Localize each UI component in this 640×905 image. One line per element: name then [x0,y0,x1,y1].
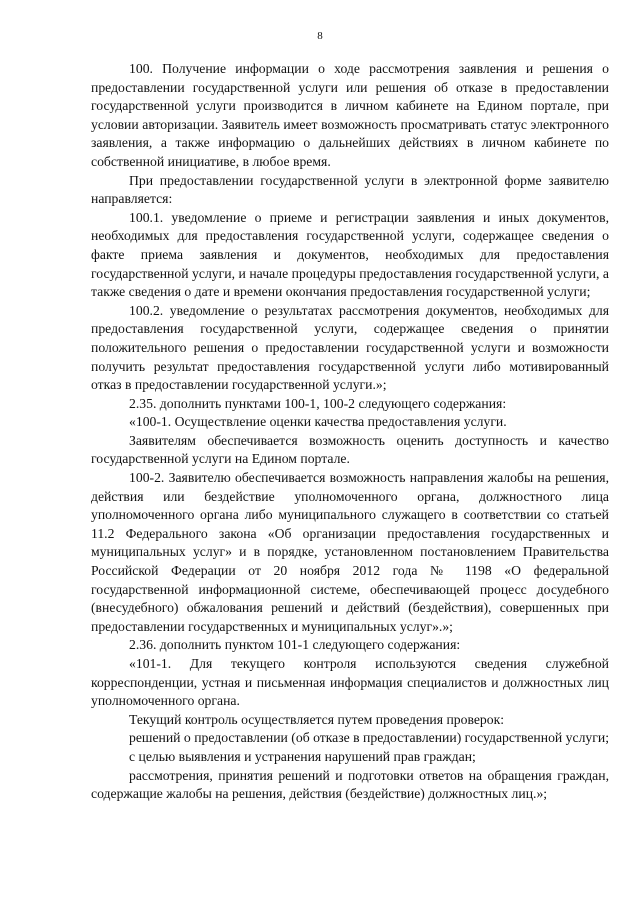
paragraph-quality-assessment: Заявителям обеспечивается возможность оценить доступность и качество государственной услуги на Едином портале. [91,432,609,467]
paragraph-decisions: решений о предоставлении (об отказе в предоставлении) государственной услуги; [129,730,609,746]
paragraph-appeals: рассмотрения, принятия решений и подготовки ответов на обращения граждан, содержащие жалобы на решения, действия (бездействие) должностных лиц.»; [91,767,609,802]
paragraph-electronic-form-intro: При предоставлении государственной услуги в электронной форме заявителю направляется: [91,172,609,207]
paragraph-2-36: 2.36. дополнить пунктом 101-1 следующего содержания: [129,637,461,653]
paragraph-new-101-1: «101-1. Для текущего контроля используются сведения служебной корреспонденции, устная и письменная информация специалистов и должностных лиц уполномоченного органа. [91,656,609,709]
paragraph-100-1: 100.1. уведомление о приеме и регистрации заявления и иных документов, необходимых для предоставления государственной услуги, содержащее сведения о факте приема заявления и документов, необходимых для предоставления государственной услуги, и начале процедуры предоставления государственной услуги, а также сведения о дате и времени окончания предоставления государственной услуги; [91,209,609,300]
paragraph-100-2: 100.2. уведомление о результатах рассмотрения документов, необходимых для предоставления государственной услуги, содержащее сведения о принятии положительного решения о предоставлении государственной услуги и возможности получить результат предоставления государственной услуги либо мотивированный отказ в предоставлении государственной услуги.»; [91,302,609,393]
paragraph-new-100-1: «100-1. Осуществление оценки качества предоставления услуги. [129,414,507,430]
document-body [91,60,609,804]
paragraph-2-35: 2.35. дополнить пунктами 100-1, 100-2 следующего содержания: [129,395,507,411]
page-number: 8 [317,30,323,42]
paragraph-100: 100. Получение информации о ходе рассмотрения заявления и решения о предоставлении государственной услуги или решения об отказе в предоставлении государственной услуги производится в личном кабинете на Едином портале, при условии авторизации. Заявитель имеет возможность просматривать статус электронного заявления, а также информацию о дальнейших действиях в личном кабинете по собственной инициативе, в любое время. [91,61,609,169]
paragraph-new-100-2: 100-2. Заявителю обеспечивается возможность направления жалобы на решения, действия или бездействие уполномоченного органа, должностного лица уполномоченного органа либо муниципального служащего в соответствии со статьей 11.2 Федерального закона «Об организации предоставления государственных и муниципальных услуг» и в порядке, установленном постановлением Правительства Российской Федерации от 20 ноября 2012 года № 1198 «О федеральной государственной информационной системе, обеспечивающей процесс досудебного (внесудебного) обжалования решений и действий (бездействия), совершенных при предоставлении государственных и муниципальных услуг».»; [91,470,609,634]
paragraph-current-control: Текущий контроль осуществляется путем проведения проверок: [129,711,505,727]
paragraph-violations: с целью выявления и устранения нарушений прав граждан; [129,748,476,764]
